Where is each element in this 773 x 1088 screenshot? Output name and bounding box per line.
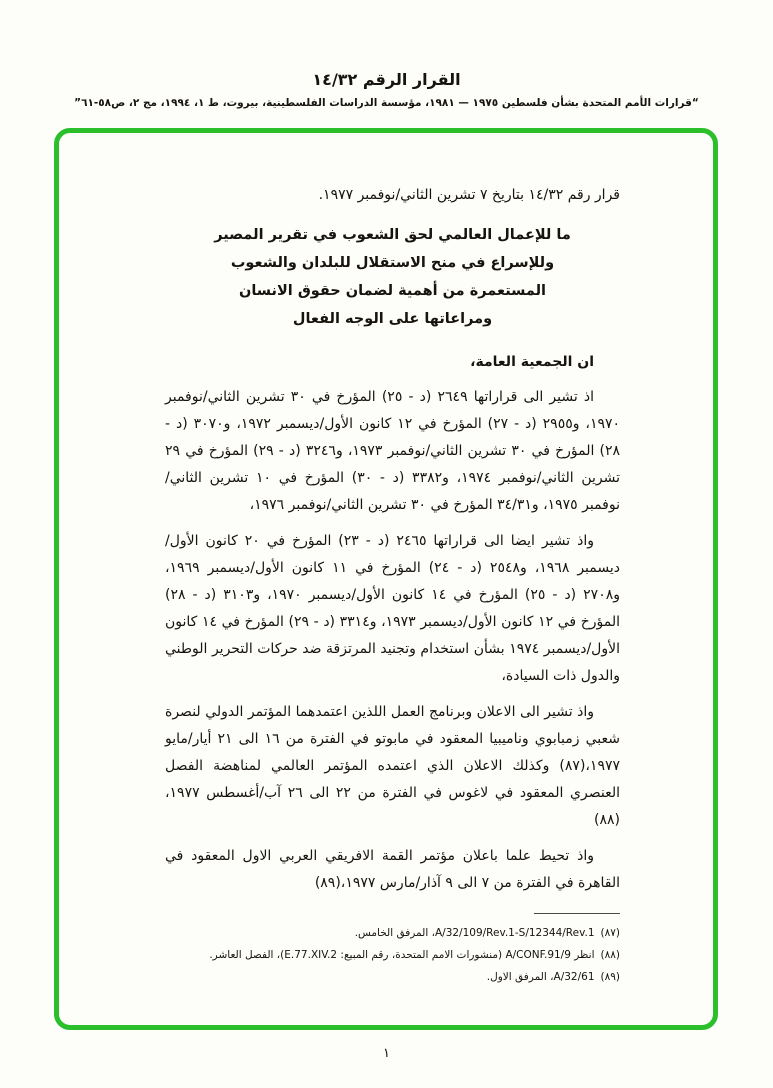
footnote-text: A/32/61، المرفق الاول.	[486, 971, 595, 983]
resolution-title-line: المستعمرة من أهمية لضمان حقوق الانسان	[238, 283, 547, 299]
resolution-body	[165, 182, 620, 990]
footnote-text: انظر A/CONF.91/9 (منشورات الامم المتحدة، رقم المبيع: E.77.XIV.2)، الفصل العاشر.	[209, 949, 595, 961]
footnote-marker: (٨٩)	[600, 971, 620, 983]
footnote-separator	[534, 913, 620, 914]
footnote	[165, 968, 620, 986]
footnotes-section	[165, 924, 620, 986]
resolution-title-line: وللإسراع في منح الاستقلال للبلدان والشعوب	[230, 255, 555, 271]
footnote-text: A/32/109/Rev.1-S/12344/Rev.1، المرفق الخامس.	[354, 927, 595, 939]
footnote	[165, 946, 620, 964]
page-title: القرار الرقم ١٤/٣٢	[312, 70, 461, 89]
paragraph-taking-note: واذ تحيط علما باعلان مؤتمر القمة الافريقي العربي الاول المعقود في القاهرة في الفترة من ٧ الى ٩ آذار/مارس ١٩٧٧،(٨٩)	[165, 848, 620, 891]
page-number: ١	[383, 1046, 390, 1061]
salutation: ان الجمعية العامة،	[470, 354, 594, 370]
paragraph-recalling: اذ تشير الى قراراتها ٢٦٤٩ (د - ٢٥) المؤرخ في ٣٠ تشرين الثاني/نوفمبر ١٩٧٠، و٢٩٥٥ (د - ٢٧) المؤرخ في ١٢ كانون الأول/ديسمبر ١٩٧٢، و٣٠٧٠ (د - ٢٨) المؤرخ في ٣٠ تشرين الثاني/نوفمبر ١٩٧٣، و٣٢٤٦ (د - ٢٩) المؤرخ في ٢٩ تشرين الثاني/نوفمبر ١٩٧٤، و٣٣٨٢ (د - ٣٠) المؤرخ في ١٠ تشرين الثاني/نوفمبر ١٩٧٥، و٣٤/٣١ المؤرخ في ٣٠ تشرين الثاني/نوفمبر ١٩٧٦،	[165, 389, 621, 513]
footnote-marker: (٨٧)	[600, 927, 620, 939]
paragraph-recalling-also: واذ تشير ايضا الى قراراتها ٢٤٦٥ (د - ٢٣) المؤرخ في ٢٠ كانون الأول/ديسمبر ١٩٦٨، و٢٥٤٨ (د - ٢٤) المؤرخ في ١١ كانون الأول/ديسمبر ١٩٦٩، و٢٧٠٨ (د - ٢٥) المؤرخ في ١٤ كانون الأول/ديسمبر ١٩٧٠، و٣١٠٣ (د - ٢٨) المؤرخ في ١٢ كانون الأول/ديسمبر ١٩٧٣، و٣٣١٤ (د - ٢٩) المؤرخ في ١٤ كانون الأول/ديسمبر ١٩٧٤ بشأن استخدام وتجنيد المرتزقة ضد حركات التحرير الوطني والدول ذات السيادة،	[165, 533, 621, 684]
source-citation: “قرارات الأمم المتحدة بشأن فلسطين ١٩٧٥ — ١٩٨١، مؤسسة الدراسات الفلسطينية، بيروت، ط ١، ١٩٩٤، مج ٢، ص٥٨-٦١”	[74, 97, 699, 109]
footnote	[165, 924, 620, 942]
page-header	[0, 70, 773, 109]
resolution-title-line: ما للإعمال العالمي لحق الشعوب في تقرير المصير	[214, 227, 571, 243]
resolution-title	[165, 221, 620, 333]
resolution-title-line: ومراعاتها على الوجه الفعال	[292, 311, 493, 327]
footnote-marker: (٨٨)	[600, 949, 620, 961]
resolution-intro-line: قرار رقم ١٤/٣٢ بتاريخ ٧ تشرين الثاني/نوفمبر ١٩٧٧.	[318, 187, 620, 203]
paragraph-declaration: واذ تشير الى الاعلان وبرنامج العمل اللذين اعتمدهما المؤتمر الدولي لنصرة شعبي زمبابوي وناميبيا المعقود في مابوتو في الفترة من ١٦ الى ٢١ أيار/مايو ١٩٧٧،(٨٧) وكذلك الاعلان الذي اعتمده المؤتمر العالمي لمناهضة الفصل العنصري المعقود في لاغوس في الفترة من ٢٢ الى ٢٦ آب/أغسطس ١٩٧٧،(٨٨)	[165, 704, 620, 828]
